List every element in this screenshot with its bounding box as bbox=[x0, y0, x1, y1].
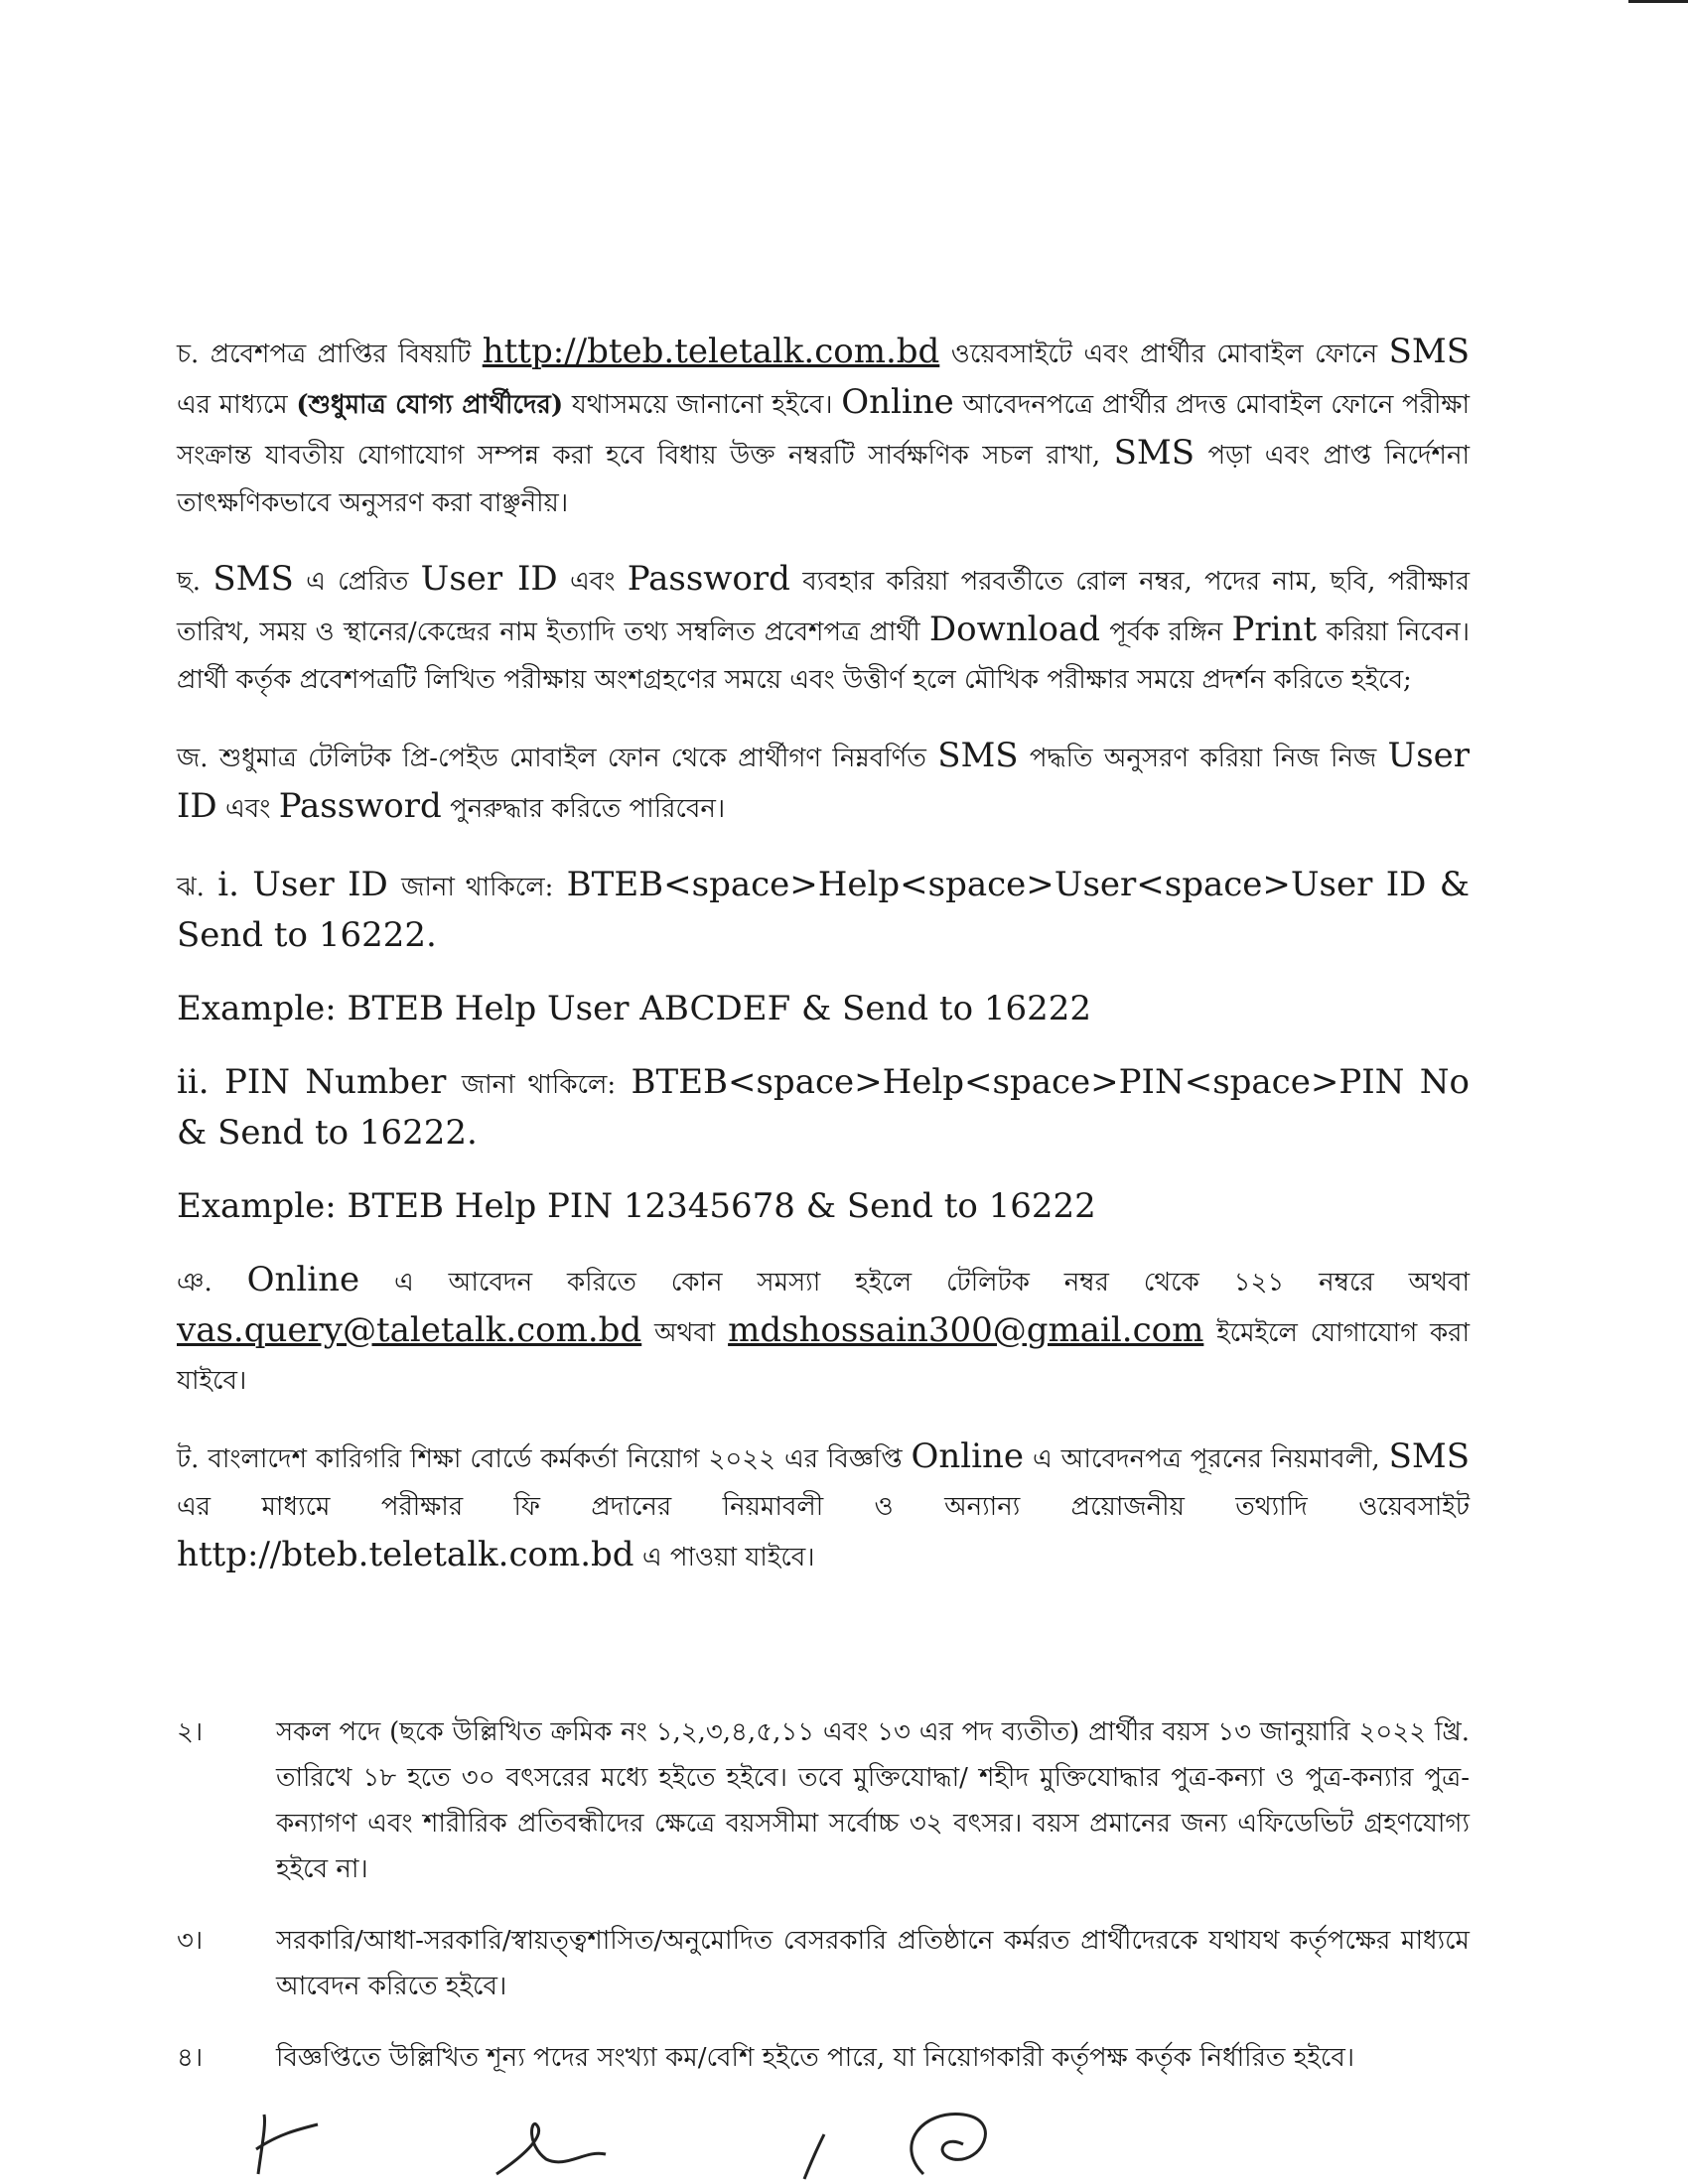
sms-term: SMS bbox=[1113, 433, 1196, 473]
instructions-section bbox=[177, 328, 1470, 1609]
online-term: Online bbox=[841, 382, 954, 422]
sms-format: BTEB<space>Help<space>User<space>User ID & Send to 16222. bbox=[177, 865, 1470, 955]
sms-instruction-user-id bbox=[177, 861, 1470, 959]
item-label: ঞ. bbox=[177, 1268, 212, 1297]
para-text: অথবা bbox=[653, 1318, 716, 1348]
item-number: ৩। bbox=[177, 1926, 204, 1956]
para-text: ইমেইলে যোগাযোগ করা যাইবে। bbox=[177, 1318, 1471, 1396]
para-text: যথাসময়ে জানানো হইবে। bbox=[571, 390, 833, 420]
item-number: ৪। bbox=[177, 2043, 204, 2073]
paragraph-ta bbox=[177, 1433, 1470, 1581]
para-text: জানা থাকিলে: bbox=[401, 873, 554, 902]
item-label: জ. bbox=[177, 744, 209, 773]
bteb-website-text: http://bteb.teletalk.com.bd bbox=[177, 1535, 634, 1574]
online-term: Online bbox=[246, 1260, 360, 1299]
print-term: Print bbox=[1231, 610, 1318, 649]
para-text: এর মাধ্যমে পরীক্ষার ফি প্রদানের নিয়মাবলী ও অন্যান্য প্রয়োজনীয় তথ্যাদি ওয়েবসাইট bbox=[177, 1492, 1470, 1522]
bold-note: (শুধুমাত্র যোগ্য প্রার্থীদের) bbox=[296, 390, 564, 420]
item-label: চ. bbox=[177, 340, 200, 369]
user-id-term: User ID bbox=[420, 559, 558, 599]
list-item bbox=[177, 1918, 1470, 2009]
bteb-website-link[interactable]: http://bteb.teletalk.com.bd bbox=[482, 332, 940, 371]
download-term: Download bbox=[928, 610, 1100, 649]
example-pin: Example: BTEB Help PIN 12345678 & Send to 16222 bbox=[177, 1186, 1096, 1226]
signature-3 bbox=[804, 2134, 824, 2179]
scan-edge-mark bbox=[1628, 0, 1688, 11]
paragraph-nya bbox=[177, 1256, 1470, 1405]
item-label: ঝ. bbox=[177, 873, 205, 902]
sms-format: BTEB<space>Help<space>PIN<space>PIN No & Send to 16222. bbox=[177, 1062, 1471, 1153]
numbered-list bbox=[177, 1709, 1470, 2107]
para-text: পূর্বক রঙ্গিন bbox=[1109, 617, 1223, 647]
signature-1 bbox=[256, 2115, 318, 2174]
signatures bbox=[248, 2105, 1142, 2184]
list-item bbox=[177, 1709, 1470, 1892]
paragraph-cha bbox=[177, 328, 1470, 527]
para-text: জানা থাকিলে: bbox=[461, 1070, 617, 1100]
item-number: ২। bbox=[177, 1717, 204, 1747]
para-text: এ প্রেরিত bbox=[306, 567, 409, 597]
email-link-mdshossain[interactable]: mdshossain300@gmail.com bbox=[728, 1310, 1204, 1350]
sms-instruction-pin bbox=[177, 1058, 1470, 1157]
signature-2 bbox=[496, 2123, 606, 2174]
para-text: এ আবেদন করিতে কোন সমস্যা হইলে টেলিটক নম্বর থেকে ১২১ নম্বরে অথবা bbox=[394, 1268, 1470, 1297]
para-text: পড়া এবং প্রাপ্ত নির্দেশনা তাৎক্ষণিকভাবে অনুসরণ করা বাঞ্ছনীয়। bbox=[177, 441, 1471, 518]
para-text: প্রবেশপত্র প্রাপ্তির বিষয়টি bbox=[210, 340, 472, 369]
item-text: বিজ্ঞপ্তিতে উল্লিখিত শূন্য পদের সংখ্যা কম/বেশি হইতে পারে, যা নিয়োগকারী কর্তৃপক্ষ কর্তৃক নির্ধারিত হইবে। bbox=[276, 2043, 1355, 2073]
instruction-prefix: ii. PIN Number bbox=[177, 1062, 447, 1102]
signature-4 bbox=[912, 2115, 986, 2174]
item-text: সরকারি/আধা-সরকারি/স্বায়ত্ত্বশাসিত/অনুমোদিত বেসরকারি প্রতিষ্ঠানে কর্মরত প্রার্থীদেরকে যথাযথ কর্তৃপক্ষের মাধ্যমে আবেদন করিতে হইবে। bbox=[276, 1926, 1470, 2001]
item-label: ছ. bbox=[177, 567, 202, 597]
paragraph-ja bbox=[177, 732, 1470, 833]
para-text: পুনরুদ্ধার করিতে পারিবেন। bbox=[450, 794, 726, 824]
para-text: এ আবেদনপত্র পূরনের নিয়মাবলী, bbox=[1032, 1444, 1380, 1474]
instruction-prefix: i. User ID bbox=[217, 865, 388, 904]
list-item bbox=[177, 2035, 1470, 2081]
user-id-term: User ID bbox=[177, 736, 1471, 826]
para-text: ব্যবহার করিয়া পরবর্তীতে রোল নম্বর, পদের নাম, ছবি, পরীক্ষার তারিখ, সময় ও স্থানের/কেন্দ্রের নাম ইত্যাদি তথ্য সম্বলিত প্রবেশপত্র প্রার্থী bbox=[177, 567, 1470, 647]
sms-term: SMS bbox=[1388, 1436, 1471, 1476]
para-text: বাংলাদেশ কারিগরি শিক্ষা বোর্ডে কর্মকর্তা নিয়োগ ২০২২ এর বিজ্ঞপ্তি bbox=[208, 1444, 903, 1474]
para-text: শুধুমাত্র টেলিটক প্রি-পেইড মোবাইল ফোন থেকে প্রার্থীগণ নিম্নবর্ণিত bbox=[218, 744, 926, 773]
example-user-id: Example: BTEB Help User ABCDEF & Send to 16222 bbox=[177, 989, 1092, 1028]
para-text: এর মাধ্যমে bbox=[177, 390, 288, 420]
para-text: করিয়া নিবেন। প্রার্থী কর্তৃক প্রবেশপত্রটি লিখিত পরীক্ষায় অংশগ্রহণের সময়ে এবং উত্তীর্ণ হলে মৌখিক পরীক্ষার সময়ে প্রদর্শন করিতে হইবে; bbox=[177, 617, 1471, 695]
paragraph-chha bbox=[177, 555, 1470, 704]
para-text: এ পাওয়া যাইবে। bbox=[641, 1543, 815, 1572]
sms-term: SMS bbox=[1388, 332, 1470, 371]
online-term: Online bbox=[911, 1436, 1025, 1476]
password-term: Password bbox=[627, 559, 790, 599]
item-label: ট. bbox=[177, 1444, 200, 1474]
sms-term: SMS bbox=[212, 559, 294, 599]
para-text: আবেদনপত্রে প্রার্থীর প্রদত্ত মোবাইল ফোনে পরীক্ষা সংক্রান্ত যাবতীয় যোগাযোগ সম্পন্ন করা হবে বিধায় উক্ত নম্বরটি সার্বক্ষণিক সচল রাখা, bbox=[177, 390, 1471, 471]
para-text: এবং bbox=[224, 794, 271, 824]
para-text: এবং bbox=[570, 567, 616, 597]
para-text: পদ্ধতি অনুসরণ করিয়া নিজ নিজ bbox=[1029, 744, 1377, 773]
sms-term: SMS bbox=[937, 736, 1019, 775]
email-link-vas[interactable]: vas.query@taletalk.com.bd bbox=[177, 1310, 642, 1350]
item-text: সকল পদে (ছকে উল্লিখিত ক্রমিক নং ১,২,৩,৪,৫,১১ এবং ১৩ এর পদ ব্যতীত) প্রার্থীর বয়স ১৩ জানুয়ারি ২০২২ খ্রি. তারিখে ১৮ হতে ৩০ বৎসরের মধ্যে হইতে হইবে। তবে মুক্তিযোদ্ধা/ শহীদ মুক্তিযোদ্ধার পুত্র-কন্যা ও পুত্র-কন্যার পুত্র-কন্যাগণ এবং শারীরিক প্রতিবন্ধীদের ক্ষেত্রে বয়সসীমা সর্বোচ্চ ৩২ বৎসর। বয়স প্রমানের জন্য এফিডেভিট গ্রহণযোগ্য হইবে না। bbox=[276, 1717, 1470, 1884]
para-text: ওয়েবসাইটে এবং প্রার্থীর মোবাইল ফোনে bbox=[950, 340, 1378, 369]
password-term: Password bbox=[278, 786, 442, 826]
